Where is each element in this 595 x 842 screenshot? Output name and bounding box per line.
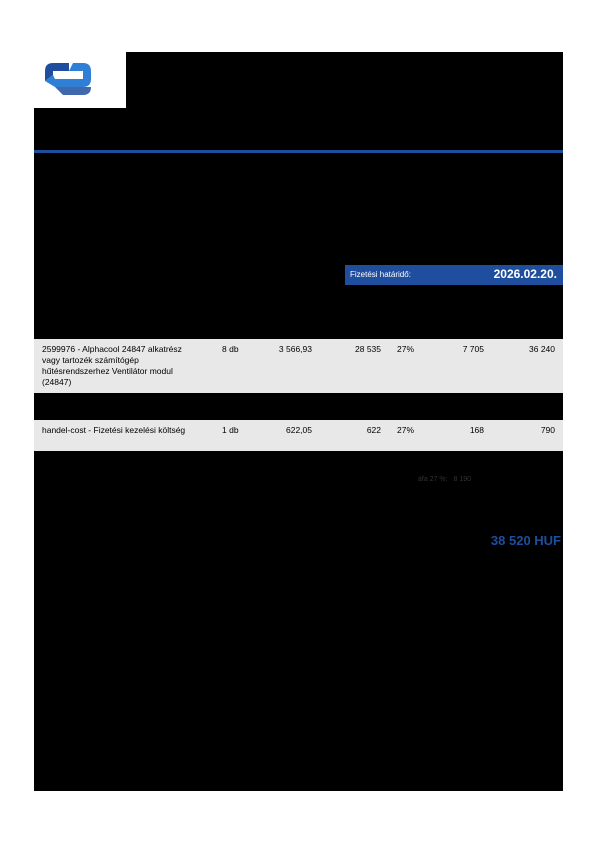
item-gross: 36 240 (529, 344, 555, 354)
item-description: 2599976 - Alphacool 24847 alkatrész vagy tartozék számítógép hűtésrendszerhez Ventilátor modul (24847) (42, 344, 182, 387)
table-row (34, 339, 563, 393)
item-unit-price: 622,05 (286, 425, 312, 435)
company-logo-icon (39, 57, 121, 103)
item-quantity: 8 db (222, 344, 239, 354)
item-vat-rate: 27% (397, 425, 415, 435)
item-net: 28 535 (355, 344, 381, 354)
item-gross: 790 (540, 425, 555, 435)
due-label: Fizetési határidő: (350, 270, 411, 279)
payment-due-bar (345, 265, 563, 285)
item-unit-price: 3 566,93 (278, 344, 312, 354)
header-divider (34, 150, 563, 153)
logo (34, 52, 126, 108)
item-vat-rate: 27% (397, 344, 415, 354)
vat-summary-label: áfa 27 %: (418, 476, 448, 483)
vat-summary-value: 8 190 (453, 476, 472, 483)
grand-total: 38 520 HUF (490, 533, 561, 548)
item-vat: 168 (469, 425, 484, 435)
table-row (34, 420, 563, 451)
vat-summary (418, 476, 475, 483)
item-quantity: 1 db (222, 425, 239, 435)
due-date: 2026.02.20. (493, 267, 557, 281)
item-description: handel-cost - Fizetési kezelési költség (42, 425, 186, 435)
item-vat: 7 705 (462, 344, 484, 354)
item-net: 622 (366, 425, 381, 435)
